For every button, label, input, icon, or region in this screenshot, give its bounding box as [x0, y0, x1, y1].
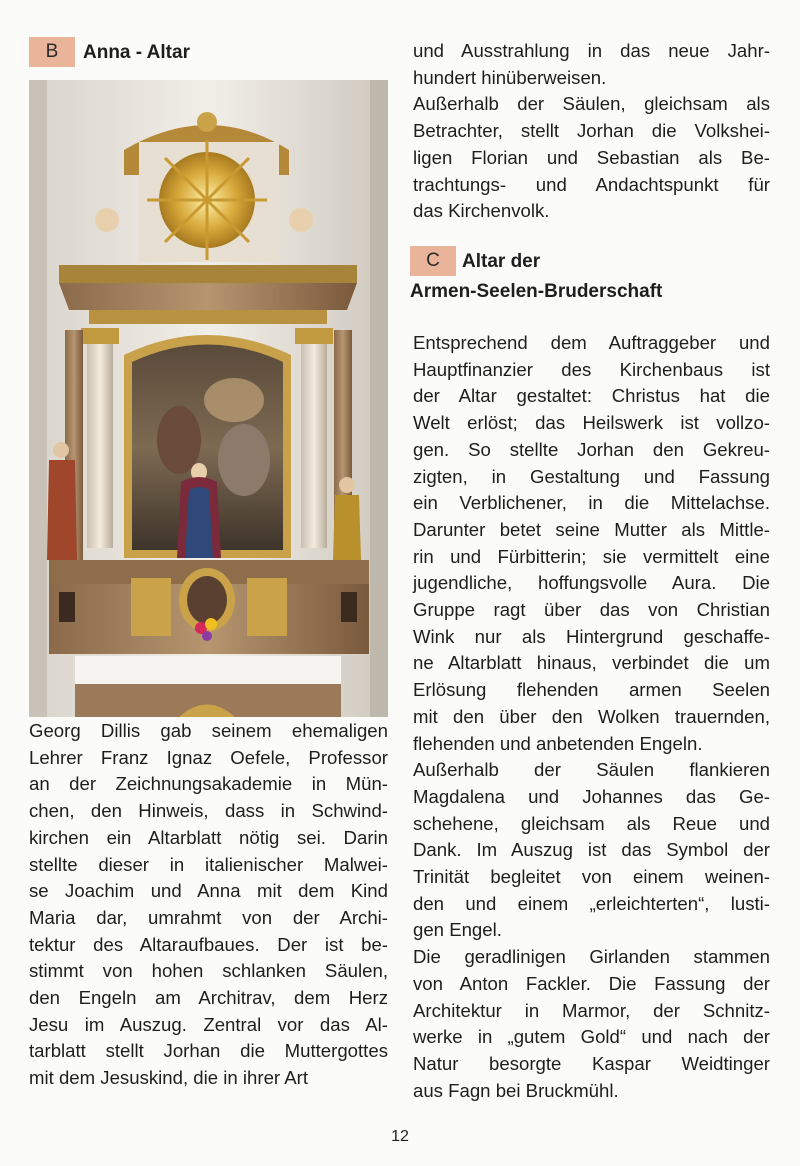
right-line: Trinität begleitet von einem weinen- — [413, 866, 770, 888]
right-line: Erlösung flehenden armen Seelen — [413, 679, 770, 701]
right-line: ne Altarblatt hinaus, verbindet die um — [413, 652, 770, 674]
right-line: flehenden und anbetenden Engeln. — [413, 732, 703, 754]
right-top-line: Betrachter, stellt Jorhan die Volkshei- — [413, 120, 770, 142]
right-line: der Altar gestaltet: Christus hat die — [413, 385, 770, 407]
section-c-badge: C — [410, 246, 456, 276]
left-line: stellte dieser in italienischer Malwei- — [29, 853, 388, 875]
left-line: chen, den Hinweis, dass in Schwind- — [29, 800, 388, 822]
right-line: Entsprechend dem Auftraggeber und — [413, 332, 770, 353]
page-number: 12 — [391, 1128, 409, 1145]
right-line: gen. So stellte Jorhan den Gekreu- — [413, 438, 770, 460]
right-line: Natur besorgte Kaspar Weidtinger — [413, 1052, 770, 1074]
left-line: an der Zeichnungsakademie in Mün- — [29, 773, 388, 795]
right-line: schehene, gleichsam als Reue und — [413, 812, 770, 834]
section-b-heading — [29, 37, 190, 67]
left-line: Lehrer Franz Ignaz Oefele, Professor — [29, 746, 388, 768]
left-line: mit dem Jesuskind, die in ihrer Art — [29, 1067, 309, 1089]
right-line: zigten, in Gestaltung und Fassung — [413, 465, 770, 487]
right-line: jugendliche, hoffungsvolle Aura. Die — [413, 572, 770, 594]
right-line: mit den über den Wolken trauernden, — [413, 705, 770, 727]
right-line: Magdalena und Johannes das Ge- — [413, 785, 770, 807]
section-c-heading — [410, 246, 662, 305]
right-top-line: hundert hinüberweisen. — [413, 66, 607, 88]
right-body-text — [413, 330, 770, 1104]
section-c-title-line2: Armen-Seelen-Bruderschaft — [410, 281, 663, 302]
right-top-line: Außerhalb der Säulen, gleichsam als — [413, 93, 770, 115]
right-line: ein Verblichener, in die Mittelachse. — [413, 492, 770, 514]
left-line: tarblatt stellt Jorhan die Muttergottes — [29, 1040, 388, 1062]
section-c-title — [410, 246, 663, 305]
right-line: Dank. Im Auszug ist das Symbol der — [413, 839, 770, 861]
right-line: Hauptfinanzier des Kirchenbaus ist — [413, 358, 770, 380]
right-top-line: und Ausstrahlung in das neue Jahr- — [413, 40, 770, 61]
right-line: Darunter betet seine Mutter als Mittle- — [413, 518, 770, 540]
right-line: Die geradlinigen Girlanden stammen — [413, 946, 770, 968]
right-line: Wink nur als Hintergrund geschaffe- — [413, 625, 770, 647]
right-line: gen Engel. — [413, 919, 502, 941]
right-line: den und einem „erleichterten“, lusti- — [413, 892, 770, 914]
left-line: se Joachim und Anna mit dem Kind — [29, 880, 388, 902]
left-line: stimmt von hohen schlanken Säulen, — [29, 960, 388, 982]
altar-photo — [29, 80, 388, 717]
left-body-text — [29, 718, 388, 1092]
left-line: tektur des Altaraufbaues. Der ist be- — [29, 933, 388, 955]
section-c-title-line1: Altar der — [462, 251, 541, 272]
right-line: von Anton Fackler. Die Fassung der — [413, 972, 770, 994]
section-b-badge: B — [29, 37, 75, 67]
left-line: Jesu im Auszug. Zentral vor das Al- — [29, 1013, 388, 1035]
right-line: aus Fagn bei Bruckmühl. — [413, 1079, 619, 1101]
right-line: Welt erlöst; das Heilswerk ist vollzo- — [413, 412, 770, 434]
left-line: den Engeln am Architrav, dem Herz — [29, 987, 388, 1009]
right-line: Außerhalb der Säulen flankieren — [413, 759, 770, 781]
right-line: Architektur in Marmor, der Schnitz- — [413, 999, 770, 1021]
right-top-line: trachtungs- und Andachtspunkt für — [413, 173, 770, 195]
right-line: rin und Fürbitterin; sie vermittelt eine — [413, 545, 770, 567]
right-line: Gruppe ragt über das von Christian — [413, 599, 770, 621]
altar-photo-icon — [29, 80, 388, 717]
left-line: Maria dar, umrahmt von der Archi- — [29, 906, 388, 928]
right-top-line: ligen Florian und Sebastian als Be- — [413, 146, 770, 168]
left-line: Georg Dillis gab seinem ehemaligen — [29, 720, 388, 741]
section-b-title: Anna - Altar — [83, 42, 190, 63]
right-top-text — [413, 38, 770, 225]
right-line: werke in „gutem Gold“ und nach der — [413, 1026, 770, 1048]
left-line: kirchen ein Altarblatt nötig sei. Darin — [29, 826, 388, 848]
right-top-line: das Kirchenvolk. — [413, 200, 550, 222]
